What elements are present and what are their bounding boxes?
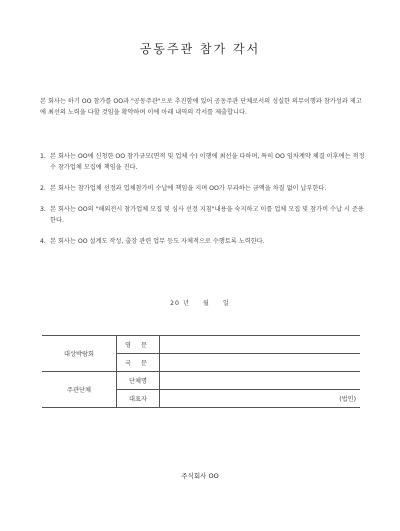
clause-text: 본 회사는 OO에 신청한 OO 참가규모(면적 및 업체 수) 이행에 최선을 다하며, 특히 OO 임차계약 체결 이후에는 적정 수 참가업체 모집에 책임을 진다. xyxy=(50,153,365,171)
date-day: 일 xyxy=(222,300,230,307)
info-table xyxy=(42,335,360,408)
table-row xyxy=(42,336,360,354)
clause-list xyxy=(40,151,365,257)
org-name-label: 단체명 xyxy=(117,372,160,390)
clause-number: 3. xyxy=(40,206,46,213)
english-name-field[interactable] xyxy=(160,336,361,354)
exhibition-label: 대상박람회 xyxy=(42,336,117,372)
clause-text: 본 회사는 OO의 "해외전시 참가업체 모집 및 심사 선정 지침"내용을 숙지하고 이를 업체 모집 및 참가비 수납 시 준용한다. xyxy=(50,206,364,224)
clause-text: 본 회사는 OO 설계도 작성, 출장 관련 업무 등도 자체적으로 수행토록 노력한다. xyxy=(50,238,265,245)
clause-number: 4. xyxy=(40,238,46,245)
korean-name-field[interactable] xyxy=(160,354,361,372)
clause-text: 본 회사는 참가업체 선정과 업체참가비 수납에 책임을 지며 OO가 부과하는 금액을 차질 없이 납부한다. xyxy=(50,185,327,192)
org-name-field[interactable] xyxy=(160,372,361,390)
company-signature: 주식회사 OO xyxy=(181,472,219,480)
date-month: 월 xyxy=(202,300,210,307)
representative-field[interactable] xyxy=(160,390,361,408)
clause-number: 2. xyxy=(40,185,46,192)
korean-name-label: 국 문 xyxy=(117,354,160,372)
clause-item xyxy=(40,183,365,194)
seal-label: (법인) xyxy=(339,396,356,403)
date-line xyxy=(0,298,400,307)
intro-paragraph xyxy=(40,96,365,118)
clause-number: 1. xyxy=(40,153,46,160)
table-row xyxy=(42,372,360,390)
clause-item xyxy=(40,151,365,173)
document-title: 공동주관 참가 각서 xyxy=(139,42,261,56)
representative-label: 대표자 xyxy=(117,390,160,408)
clause-item xyxy=(40,236,365,247)
organizer-label: 주관단체 xyxy=(42,372,117,408)
date-year: 20 년 xyxy=(170,300,190,307)
intro-text: 본 회사는 하기 OO 참가를 OO과 "공동주관"으로 추진함에 있어 공동주관 단체로서의 성실한 의무이행과 참가성과 제고에 최선의 노력을 다할 것임을 확약하며 이에 아래 내역의 각서를 제출합니다. xyxy=(40,98,362,116)
english-name-label: 영 문 xyxy=(117,336,160,354)
clause-item xyxy=(40,204,365,226)
